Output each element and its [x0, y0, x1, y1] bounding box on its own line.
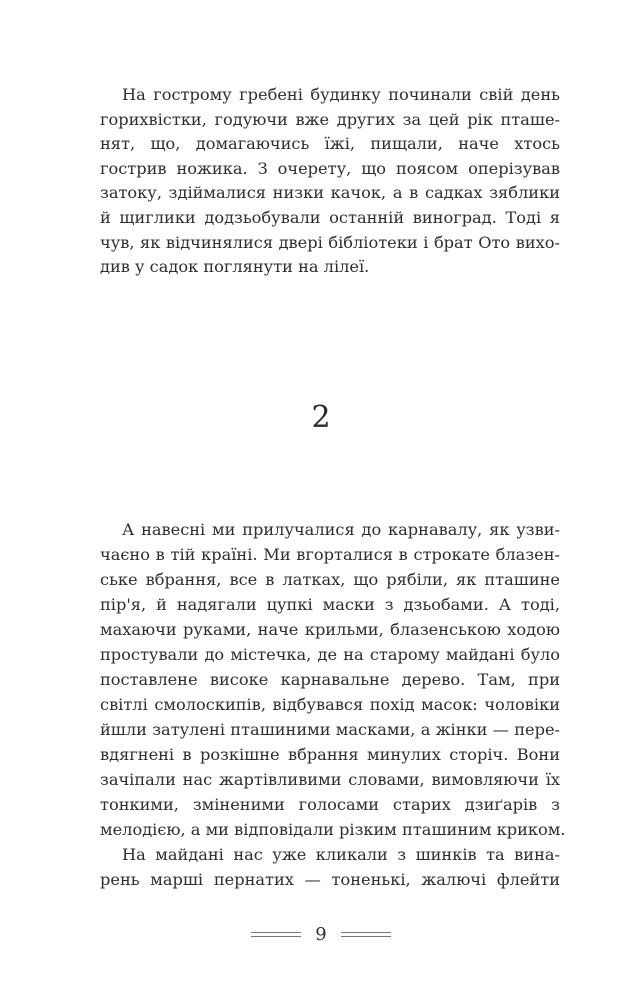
- text-line: див у садок поглянути на лілеї.: [100, 257, 370, 277]
- text-line: вдягнені в розкішне вбрання минулих сторіч. Вони: [100, 745, 560, 764]
- footer-rule-right: [341, 932, 391, 937]
- text-line: ське вбрання, все в латках, що рябіли, як пташине: [100, 570, 560, 589]
- text-line: світлі смолоскипів, відбувався похід масок: чоловіки: [100, 695, 560, 714]
- text-line: горихвістки, годуючи вже других за цей рік пташе-: [100, 109, 560, 129]
- text-line: На майдані нас уже кликали з шинків та вина-: [122, 845, 560, 864]
- text-line: чаєно в тій країні. Ми вгорталися в строкате блазен-: [100, 545, 560, 564]
- text-line: махаючи руками, наче крильми, блазенською ходою: [100, 620, 560, 639]
- text-line: простували до містечка, де на старому майдані було: [100, 645, 560, 664]
- text-line: мелодією, а ми відповідали різким пташиним криком.: [100, 820, 566, 839]
- footer-rule-left: [251, 932, 301, 937]
- text-line: затоку, здіймалися низки качок, а в садках зяблики: [100, 183, 560, 203]
- paragraph-2: [100, 517, 566, 892]
- text-line: нят, що, домагаючись їжі, пищали, наче хтось: [100, 134, 560, 154]
- chapter-number: 2: [311, 400, 331, 435]
- page-footer: [0, 924, 642, 945]
- text-line: зачіпали нас жартівливими словами, вимовляючи їх: [100, 770, 560, 789]
- text-line: тонкими, зміненими голосами старих дзиґарів з: [100, 795, 560, 814]
- paragraph-1: [100, 83, 560, 280]
- text-line: рень марші пернатих — тоненькі, жалючі флейти: [100, 870, 560, 889]
- text-line: гострив ножика. З очерету, що поясом оперізував: [100, 158, 560, 178]
- text-line: чув, як відчинялися двері бібліотеки і брат Ото вихо-: [100, 232, 560, 252]
- text-line: й щиглики додзьобували останній виноград. Тоді я: [100, 207, 560, 227]
- text-line: поставлене високе карнавальне дерево. Там, при: [100, 670, 560, 689]
- page-number: 9: [315, 924, 327, 945]
- text-line: йшли затулені пташиними масками, а жінки — пере-: [100, 720, 560, 739]
- text-line: А навесні ми прилучалися до карнавалу, як узви-: [122, 520, 560, 539]
- text-line: пір'я, й надягали цупкі маски з дзьобами. А тоді,: [100, 595, 560, 614]
- text-line: На гострому гребені будинку починали свій день: [122, 85, 560, 104]
